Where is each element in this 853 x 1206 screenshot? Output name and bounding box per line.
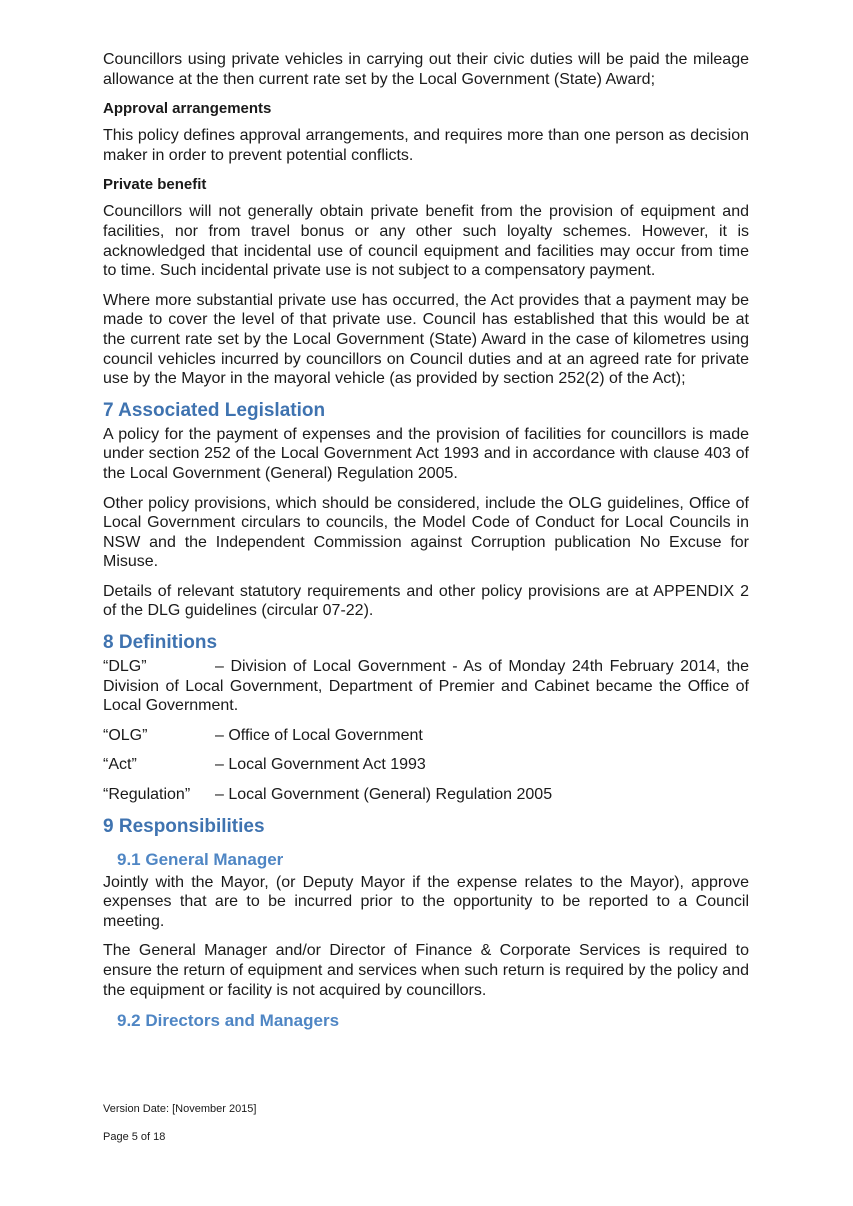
section-9-heading: 9 Responsibilities [103,815,265,837]
footer-version-date: Version Date: [November 2015] [103,1103,257,1115]
definition-text: – Local Government (General) Regulation 2005 [215,786,553,804]
definition-text: – Division of Local Government - As of Monday 24th February 2014, the Division of Local Government, Department of Premier and Cabinet became the Office of Local Government. [103,658,749,715]
definition-text: – Local Government Act 1993 [215,756,426,774]
definition-term: “Act” [103,756,137,774]
section-7-paragraph-1: A policy for the payment of expenses and the provision of facilities for councillors is made under section 252 of the Local Government Act 1993 and in accordance with clause 403 of the Local Government (General) Regulation 2005. [103,425,749,482]
definition-olg [103,726,749,746]
intro-paragraph: Councillors using private vehicles in carrying out their civic duties will be paid the mileage allowance at the then current rate set by the Local Government (State) Award; [103,51,749,88]
section-7-paragraph-2: Other policy provisions, which should be considered, include the OLG guidelines, Office of Local Government circulars to councils, the Model Code of Conduct for Local Councils in NSW and the Independent Commission against Corruption publication No Excuse for Misuse. [103,494,749,571]
private-benefit-paragraph-1: Councillors will not generally obtain private benefit from the provision of equipment and facilities, nor from travel bonus or any other such loyalty schemes. However, it is acknowledged that incidental use of council equipment and facilities may occur from time to time. Such incidental private use is not subject to a compensatory payment. [103,203,749,280]
section-8-heading: 8 Definitions [103,632,218,654]
definition-term: “DLG” [103,658,147,676]
document-page [103,50,749,1034]
private-benefit-heading: Private benefit [103,176,207,194]
definition-term: “Regulation” [103,786,191,804]
section-7-heading: 7 Associated Legislation [103,399,326,421]
section-9-1-heading: 9.1 General Manager [117,849,284,869]
section-7-paragraph-3: Details of relevant statutory requirements and other policy provisions are at APPENDIX 2 of the DLG guidelines (circular 07-22). [103,582,749,620]
definition-text: – Office of Local Government [215,726,423,744]
approval-heading: Approval arrangements [103,100,272,118]
definition-term: “OLG” [103,726,148,744]
section-9-2-heading: 9.2 Directors and Managers [117,1011,340,1031]
footer-page-number: Page 5 of 18 [103,1131,166,1143]
private-benefit-paragraph-2: Where more substantial private use has occurred, the Act provides that a payment may be made to cover the level of that private use. Council has established that this would be at the current rate set by the Local Government (State) Award in the case of kilometres using council vehicles incurred by councillors on Council duties and at an agreed rate for private use by the Mayor in the mayoral vehicle (as provided by section 252(2) of the Act); [103,291,749,388]
definition-dlg [103,657,749,716]
approval-paragraph: This policy defines approval arrangements, and requires more than one person as decision maker in order to prevent potential conflicts. [103,127,749,164]
definition-act [103,755,749,775]
definition-regulation [103,785,749,805]
section-9-1-paragraph-2: The General Manager and/or Director of Finance & Corporate Services is required to ensure the return of equipment and services when such return is required by the policy and the equipment or facility is not acquired by councillors. [103,942,749,999]
section-9-1-paragraph-1: Jointly with the Mayor, (or Deputy Mayor if the expense relates to the Mayor), approve expenses that are to be incurred prior to the opportunity to be reported to a Council meeting. [103,873,749,930]
